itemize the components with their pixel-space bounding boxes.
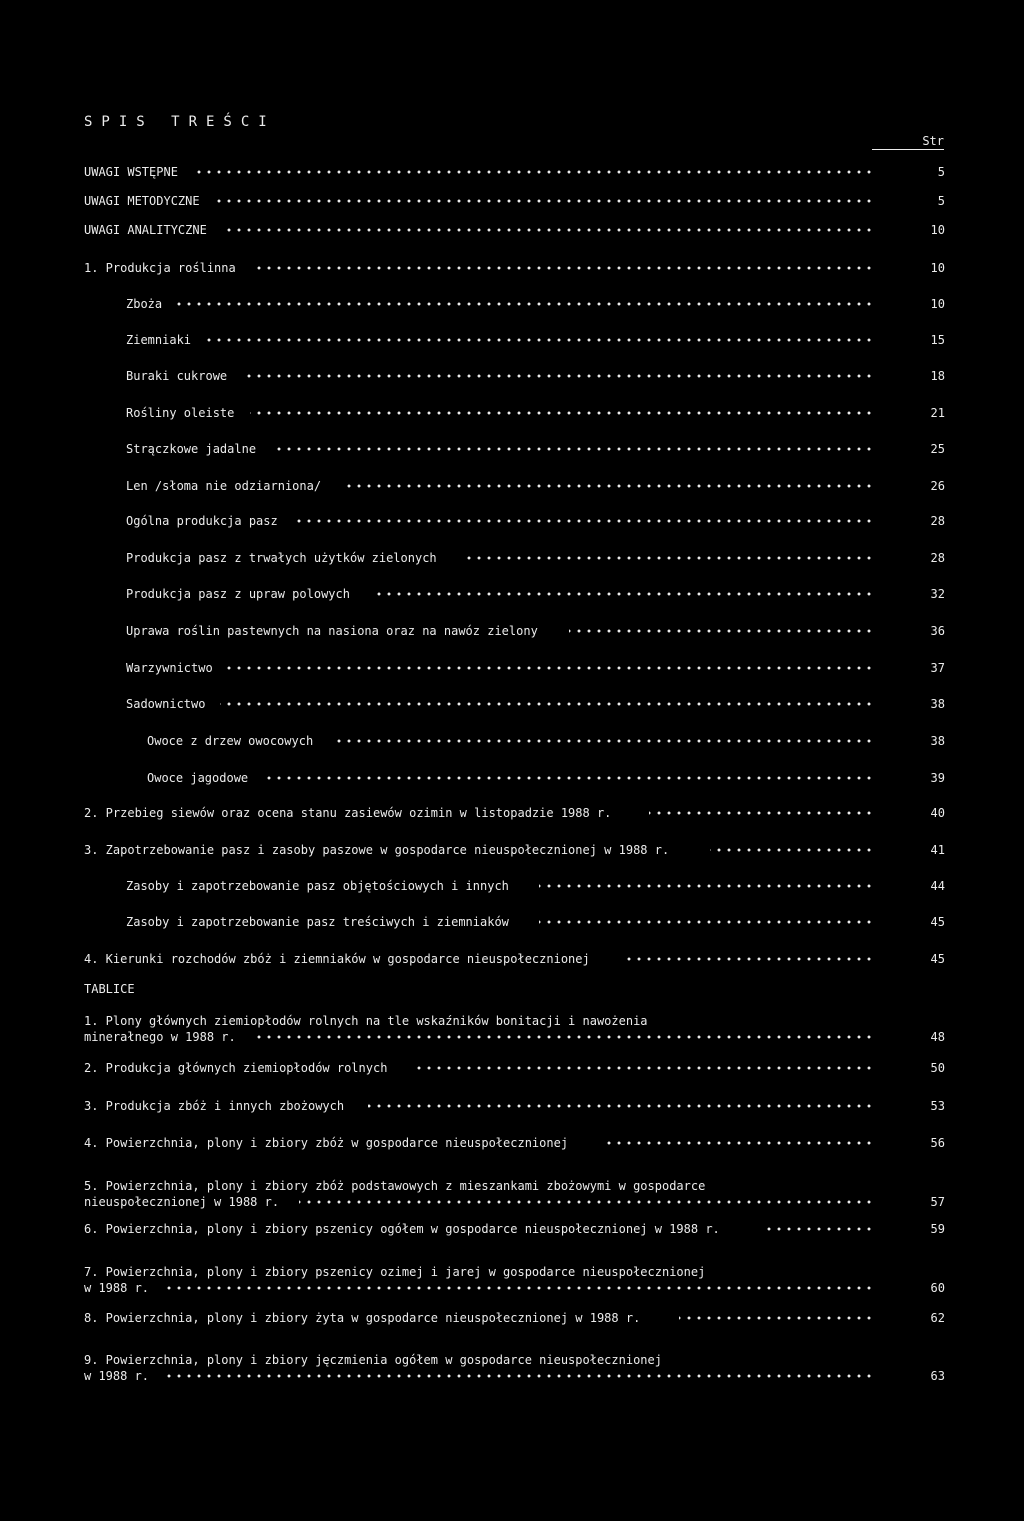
toc-entry-line [0,478,1024,494]
toc-entry-line [0,1280,1024,1296]
toc-entry-label: 1. Produkcja roślinna [84,261,236,275]
toc-entry-line [0,1368,1024,1384]
toc-entry-line [0,660,1024,676]
toc-entry-line [0,1013,1024,1029]
dot-leader [539,914,874,930]
toc-entry-label: 4. Powierzchnia, plony i zbiory zbóż w gospodarce nieuspołecznionej [84,1136,569,1150]
toc-entry-line [0,260,1024,276]
dot-leader [299,1194,874,1210]
dot-leader [368,1098,874,1114]
dot-leader [263,770,874,786]
page-title: SPIS TREŚCI [84,114,276,130]
dot-leader [603,1135,874,1151]
toc-entry-line [0,842,1024,858]
dot-leader [162,1368,874,1384]
toc-entry-line [0,332,1024,348]
dot-leader [463,550,874,566]
dot-leader [626,951,874,967]
dot-leader [223,222,874,238]
toc-page-number: 45 [930,952,945,966]
toc-entry-label: Ziemniaki [126,333,192,347]
toc-page-number: 10 [930,297,945,311]
toc-entry-label: Rośliny oleiste [126,406,235,420]
toc-entry-label: Produkcja pasz z upraw polowych [126,587,350,601]
dot-leader [539,878,874,894]
toc-entry-label: 5. Powierzchnia, plony i zbiory zbóż podstawowych z mieszankami zbożowymi w gospodarce [84,1179,706,1193]
toc-page-number: 57 [930,1195,945,1209]
toc-entry-label: w 1988 r. [84,1369,150,1383]
toc-entry-label: UWAGI WSTĘPNE [84,165,178,179]
toc-page-number: 38 [930,697,945,711]
toc-entry-line [0,586,1024,602]
dot-leader [679,1310,874,1326]
toc-page-number: 53 [930,1099,945,1113]
toc-entry-label: Len /słoma nie odziarniona/ [126,479,322,493]
toc-entry-line [0,368,1024,384]
dot-leader [204,332,874,348]
dot-leader [341,478,874,494]
toc-page-number: 28 [930,514,945,528]
toc-entry-label: Warzywnictwo [126,661,213,675]
toc-page-number: 21 [930,406,945,420]
toc-entry-label: 3. Produkcja zbóż i innych zbożowych [84,1099,345,1113]
toc-entry-label: Strączkowe jadalne [126,442,257,456]
toc-entry-label: nieuspołecznionej w 1988 r. [84,1195,280,1209]
toc-entry-line [0,193,1024,209]
toc-entry-line [0,513,1024,529]
dot-leader [227,660,874,676]
toc-entry-line [0,1029,1024,1045]
toc-entry-label: Buraki cukrowe [126,369,228,383]
toc-page-number: 62 [930,1311,945,1325]
toc-entry-line [0,914,1024,930]
dot-leader [220,696,874,712]
toc-entry-label: 4. Kierunki rozchodów zbóż i ziemniaków w gospodarce nieuspołecznionej [84,952,590,966]
toc-page-number: 37 [930,661,945,675]
toc-entry-line [0,405,1024,421]
toc-page-number: 10 [930,223,945,237]
toc-page-number: 5 [937,194,945,208]
dot-leader [649,805,874,821]
toc-entry-label: Produkcja pasz z trwałych użytków zielonych [126,551,437,565]
toc-entry-label: 7. Powierzchnia, plony i zbiory pszenicy ozimej i jarej w gospodarce nieuspołecznionej [84,1265,706,1279]
toc-page-number: 44 [930,879,945,893]
toc-page-number: 18 [930,369,945,383]
toc-entry-label: Sadownictwo [126,697,206,711]
toc-entry-line [0,878,1024,894]
toc-entry-line [0,1310,1024,1326]
toc-entry-line [0,951,1024,967]
toc-entry-label: 1. Plony głównych ziemiopłodów rolnych na tle wskaźników bonitacji i nawożenia [84,1014,648,1028]
dot-leader [254,260,874,276]
toc-entry-label: Owoce z drzew owocowych [147,734,314,748]
toc-page-number: 39 [930,771,945,785]
dot-leader [569,623,874,639]
dot-leader [273,441,874,457]
tables-heading: TABLICE [84,982,135,996]
toc-entry-label: 3. Zapotrzebowanie pasz i zasoby paszowe w gospodarce nieuspołecznionej w 1988 r. [84,843,670,857]
toc-page-number: 36 [930,624,945,638]
toc-entry-line [0,1194,1024,1210]
toc-entry-line [0,696,1024,712]
toc-page-number: 10 [930,261,945,275]
dot-leader [162,1280,874,1296]
dot-leader [216,193,874,209]
toc-entry-label: Zasoby i zapotrzebowanie pasz objętościowych i innych [126,879,509,893]
toc-entry-label: Owoce jagodowe [147,771,249,785]
dot-leader [332,733,874,749]
toc-entry-label: minerałnego w 1988 r. [84,1030,236,1044]
toc-entry-label: 9. Powierzchnia, plony i zbiory jęczmienia ogółem w gospodarce nieuspołecznionej [84,1353,662,1367]
page-column-label: Str [872,134,944,150]
dot-leader [174,296,874,312]
dot-leader [763,1221,874,1237]
toc-entry-label: 8. Powierzchnia, plony i zbiory żyta w gospodarce nieuspołecznionej w 1988 r. [84,1311,641,1325]
toc-page-number: 59 [930,1222,945,1236]
toc-page-number: 26 [930,479,945,493]
toc-entry-line [0,770,1024,786]
toc-page-number: 50 [930,1061,945,1075]
toc-entry-label: 6. Powierzchnia, plony i zbiory pszenicy ogółem w gospodarce nieuspołecznionej w 1988 r. [84,1222,720,1236]
toc-entry-line [0,1060,1024,1076]
toc-page-number: 41 [930,843,945,857]
toc-page-number: 60 [930,1281,945,1295]
toc-page-number: 40 [930,806,945,820]
dot-leader [710,842,874,858]
toc-entry-line [0,1178,1024,1194]
toc-page-number: 25 [930,442,945,456]
toc-entry-line [0,441,1024,457]
toc-page-number: 63 [930,1369,945,1383]
toc-entry-line [0,733,1024,749]
toc-entry-line [0,623,1024,639]
toc-entry-label: Zasoby i zapotrzebowanie pasz treściwych i ziemniaków [126,915,509,929]
toc-entry-label: Uprawa roślin pastewnych na nasiona oraz na nawóz zielony [126,624,538,638]
toc-entry-label: 2. Przebieg siewów oraz ocena stanu zasiewów ozimin w listopadzie 1988 r. [84,806,612,820]
toc-entry-label: w 1988 r. [84,1281,150,1295]
toc-page-number: 32 [930,587,945,601]
toc-entry-label: 2. Produkcja głównych ziemiopłodów rolnych [84,1061,388,1075]
toc-entry-line [0,1221,1024,1237]
toc-entry-line [0,222,1024,238]
toc-page-number: 28 [930,551,945,565]
toc-entry-line [0,1352,1024,1368]
dot-leader [193,164,874,180]
toc-entry-label: UWAGI METODYCZNE [84,194,200,208]
toc-entry-line [0,805,1024,821]
toc-entry-line [0,296,1024,312]
dot-leader [413,1060,874,1076]
toc-entry-line [0,1098,1024,1114]
dot-leader [296,513,874,529]
toc-entry-line [0,1135,1024,1151]
toc-page-number: 45 [930,915,945,929]
toc-page-number: 5 [937,165,945,179]
toc-entry-line [0,164,1024,180]
toc-page-number: 15 [930,333,945,347]
toc-page-number: 48 [930,1030,945,1044]
toc-page-number: 56 [930,1136,945,1150]
dot-leader [372,586,874,602]
toc-entry-line [0,1264,1024,1280]
toc-page-number: 38 [930,734,945,748]
toc-entry-line [0,550,1024,566]
dot-leader [250,405,874,421]
toc-entry-label: UWAGI ANALITYCZNE [84,223,207,237]
toc-entry-label: Zboża [126,297,163,311]
toc-entry-label: Ogólna produkcja pasz [126,514,278,528]
dot-leader [254,1029,874,1045]
dot-leader [242,368,874,384]
